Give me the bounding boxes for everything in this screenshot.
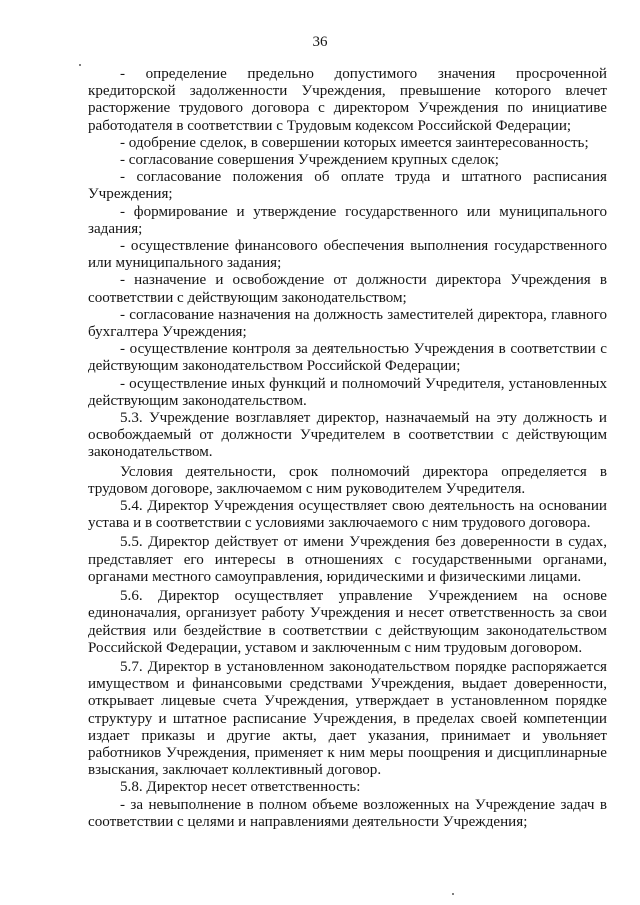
paragraph: - согласование совершения Учреждением крупных сделок; [120, 152, 499, 169]
paragraph: - осуществление иных функций и полномочий Учредителя, установленных действующим законодательством. [88, 375, 607, 409]
paragraph: - определение предельно допустимого значения просроченной кредиторской задолженности Учреждения, превышение которого влечет расторжение трудового договора с директором Учреждения по инициативе работодателя в соответствии с Трудовым кодексом Российской Федерации; [88, 66, 607, 134]
paragraph: - согласование назначения на должность заместителей директора, главного бухгалтера Учреждения; [88, 306, 607, 341]
paragraph: - согласование положения об оплате труда и штатного расписания Учреждения; [88, 169, 607, 203]
paragraph: 5.4. Директор Учреждения осуществляет свою деятельность на основании устава и в соответствии с условиями заключаемого с ним трудового договора. [88, 498, 607, 532]
scan-speck [452, 893, 454, 895]
page-number: 36 [312, 34, 328, 50]
paragraph: 5.7. Директор в установленном законодательством порядке распоряжается имуществом и финансовыми средствами Учреждения, выдает доверенности, открывает лицевые счета Учреждения, утверждает в установленном порядке структуру и штатное расписание Учреждения, в пределах своей компетенции издает приказы и другие акты, дает указания, принимает и увольняет работников Учреждения, применяет к ним меры поощрения и дисциплинарные взыскания, заключает коллективный договор. [88, 658, 607, 779]
paragraph: - за невыполнение в полном объеме возложенных на Учреждение задач в соответствии с целями и направлениями деятельности Учреждения; [88, 796, 607, 830]
paragraph: 5.5. Директор действует от имени Учреждения без доверенности в судах, представляет его интересы в отношениях с государственными органами, органами местного самоуправления, юридическими и физическими лицами. [88, 534, 607, 585]
paragraph: - одобрение сделок, в совершении которых имеется заинтересованность; [120, 134, 589, 151]
paragraph: Условия деятельности, срок полномочий директора определяется в трудовом договоре, заключаемом с ним руководителем Учредителя. [88, 463, 607, 497]
paragraph: - осуществление финансового обеспечения выполнения государственного или муниципального задания; [88, 238, 607, 272]
paragraph: 5.3. Учреждение возглавляет директор, назначаемый на эту должность и освобождаемый от должности Учредителем в соответствии с действующим законодательством. [88, 410, 607, 461]
paragraph: - назначение и освобождение от должности директора Учреждения в соответствии с действующим законодательством; [88, 272, 607, 306]
paragraph: 5.8. Директор несет ответственность: [120, 779, 361, 796]
paragraph: - осуществление контроля за деятельностью Учреждения в соответствии с действующим законодательством Российской Федерации; [88, 341, 607, 375]
paragraph: 5.6. Директор осуществляет управление Учреждением на основе единоначалия, организует работу Учреждения и несет ответственность за свои действия или бездействие в соответствии с действующим законодательством Российской Федерации, уставом и заключенным с ним трудовым договором. [88, 588, 607, 656]
scan-speck [79, 64, 81, 66]
document-body [88, 66, 607, 831]
paragraph: - формирование и утверждение государственного или муниципального задания; [88, 203, 607, 237]
